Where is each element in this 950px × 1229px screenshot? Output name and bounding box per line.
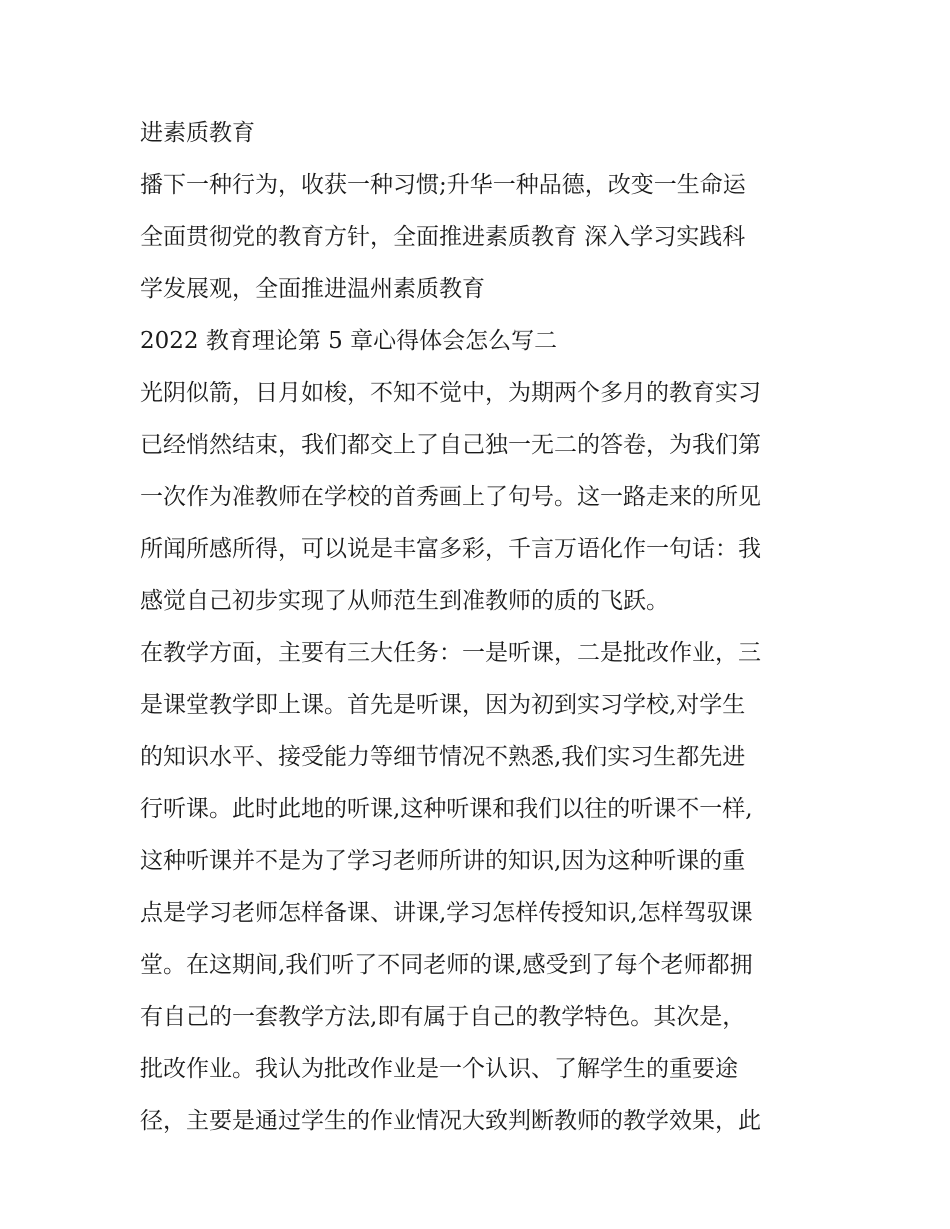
paragraph-2-line: 堂。在这期间,我们听了不同老师的课,感受到了每个老师都拥: [140, 952, 753, 978]
paragraph-1-line: 光阴似箭，日月如梭，不知不觉中，为期两个多月的教育实习: [140, 380, 761, 406]
paragraph-2-line: 在教学方面，主要有三大任务：一是听课，二是批改作业，三: [140, 640, 761, 666]
paragraph-1-line: 所闻所感所得，可以说是丰富多彩，千言万语化作一句话：我: [140, 536, 761, 562]
paragraph-2-line: 是课堂教学即上课。首先是听课，因为初到实习学校,对学生: [140, 692, 746, 718]
paragraph-2-line: 的知识水平、接受能力等细节情况不熟悉,我们实习生都先进: [140, 744, 746, 770]
paragraph-2-line: 行听课。此时此地的听课,这种听课和我们以往的听课不一样,: [140, 796, 753, 822]
paragraph-2-line: 批改作业。我认为批改作业是一个认识、了解学生的重要途: [140, 1056, 738, 1082]
paragraph-1-line: 感觉自己初步实现了从师范生到准教师的质的飞跃。: [140, 588, 669, 614]
paragraph-2-line: 这种听课并不是为了学习老师所讲的知识,因为这种听课的重: [140, 848, 746, 874]
intro-line: 播下一种行为，收获一种习惯;升华一种品德，改变一生命运: [140, 172, 746, 198]
intro-line: 学发展观，全面推进温州素质教育: [140, 276, 485, 302]
paragraph-2-line: 有自己的一套教学方法,即有属于自己的教学特色。其次是，: [140, 1004, 746, 1030]
intro-line: 进素质教育: [140, 120, 255, 146]
paragraph-2-line: 径，主要是通过学生的作业情况大致判断教师的教学效果，此: [140, 1108, 761, 1134]
document-body: [140, 107, 820, 1147]
section-heading: 2022 教育理论第 5 章心得体会怎么写二: [140, 328, 558, 354]
paragraph-2-line: 点是学习老师怎样备课、讲课,学习怎样传授知识,怎样驾驭课: [140, 900, 753, 926]
paragraph-1-line: 一次作为准教师在学校的首秀画上了句号。这一路走来的所见: [140, 484, 761, 510]
paragraph-1-line: 已经悄然结束，我们都交上了自己独一无二的答卷，为我们第: [140, 432, 761, 458]
intro-line: 全面贯彻党的教育方针，全面推进素质教育 深入学习实践科: [140, 224, 746, 250]
